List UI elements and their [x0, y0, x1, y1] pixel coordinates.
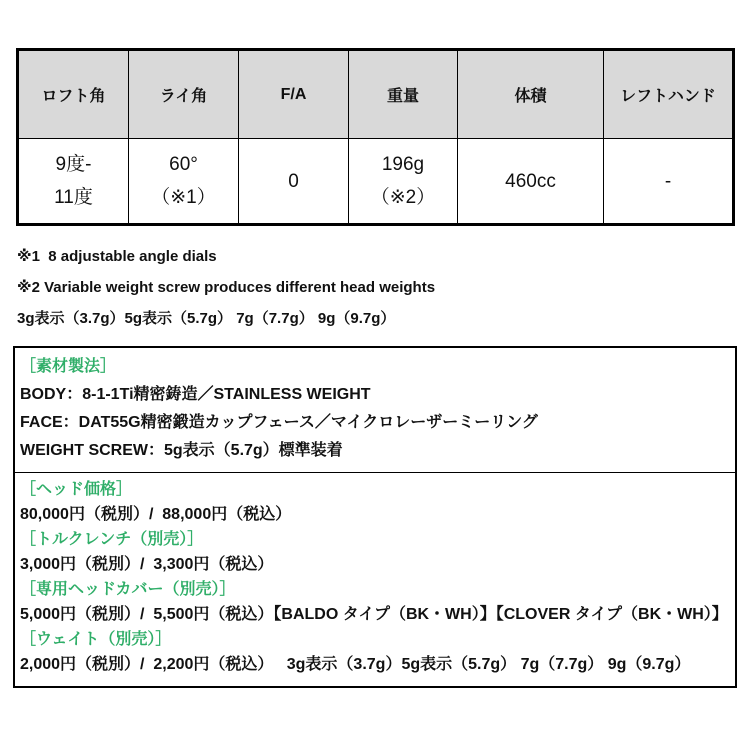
value-lie-angle: [129, 139, 239, 225]
header-left-hand: レフトハンド: [604, 50, 734, 139]
volume-line-1: 460cc: [505, 170, 556, 192]
torque-wrench-heading: ［トルクレンチ（別売）］: [20, 531, 204, 548]
spec-table-value-row: [18, 139, 734, 225]
head-price-heading: ［ヘッド価格］: [20, 481, 133, 498]
weight-line-2: （※2）: [370, 187, 436, 208]
value-fa: [239, 139, 349, 225]
materials-section: [15, 348, 735, 472]
headcover-price-value: 5,000円（税別）/ 5,500円（税込）【BALDO タイプ（BK・WH）】【CLOVER タイプ（BK・WH）】: [20, 606, 728, 623]
loft-angle-line-1: 9度-: [55, 154, 92, 175]
footnote-weights: 3g表示（3.7g）5g表示（5.7g） 7g（7.7g） 9g（9.7g）: [17, 310, 396, 327]
lie-angle-line-2: （※1）: [151, 187, 216, 208]
materials-heading: ［素材製法］: [20, 358, 117, 375]
header-fa: F/A: [239, 50, 349, 139]
footnotes: [17, 241, 733, 334]
weight-option-heading: ［ウェイト（別売）］: [20, 631, 172, 648]
footnote-1: ※1 8 adjustable angle dials: [17, 248, 217, 265]
weight-option-price-value: 2,000円（税別）/ 2,200円（税込） 3g表示（3.7g）5g表示（5.7g） 7g（7.7g） 9g（9.7g）: [20, 656, 691, 673]
details-box: [13, 346, 737, 688]
fa-line-1: 0: [288, 170, 299, 192]
value-volume: [458, 139, 604, 225]
headcover-heading: ［専用ヘッドカバー（別売）］: [20, 581, 236, 598]
weight-screw-spec: WEIGHT SCREW：5g表示（5.7g）標準装着: [20, 442, 343, 459]
face-material-spec: FACE：DAT55G精密鍛造カップフェース／マイクロレーザーミーリング: [20, 414, 538, 431]
footnote-2: ※2 Variable weight screw produces different head weights: [17, 279, 436, 296]
torque-wrench-price-value: 3,000円（税別）/ 3,300円（税込）: [20, 556, 274, 573]
left-hand-line-1: -: [664, 170, 672, 192]
header-lie-angle: ライ角: [129, 50, 239, 139]
header-weight: 重量: [349, 50, 458, 139]
spec-table-header-row: [18, 50, 734, 139]
value-loft-angle: [18, 139, 129, 225]
lie-angle-line-1: 60°: [169, 154, 198, 175]
head-price-value: 80,000円（税別）/ 88,000円（税込）: [20, 506, 292, 523]
loft-angle-line-2: 11度: [54, 187, 93, 208]
spec-table: [16, 48, 735, 226]
body-material-spec: BODY：8-1-1Ti精密鋳造／STAINLESS WEIGHT: [20, 386, 371, 403]
pricing-section: [15, 472, 735, 686]
weight-line-1: 196g: [381, 154, 425, 175]
value-left-hand: [604, 139, 734, 225]
header-volume: 体積: [458, 50, 604, 139]
value-weight: [349, 139, 458, 225]
header-loft-angle: ロフト角: [18, 50, 129, 139]
